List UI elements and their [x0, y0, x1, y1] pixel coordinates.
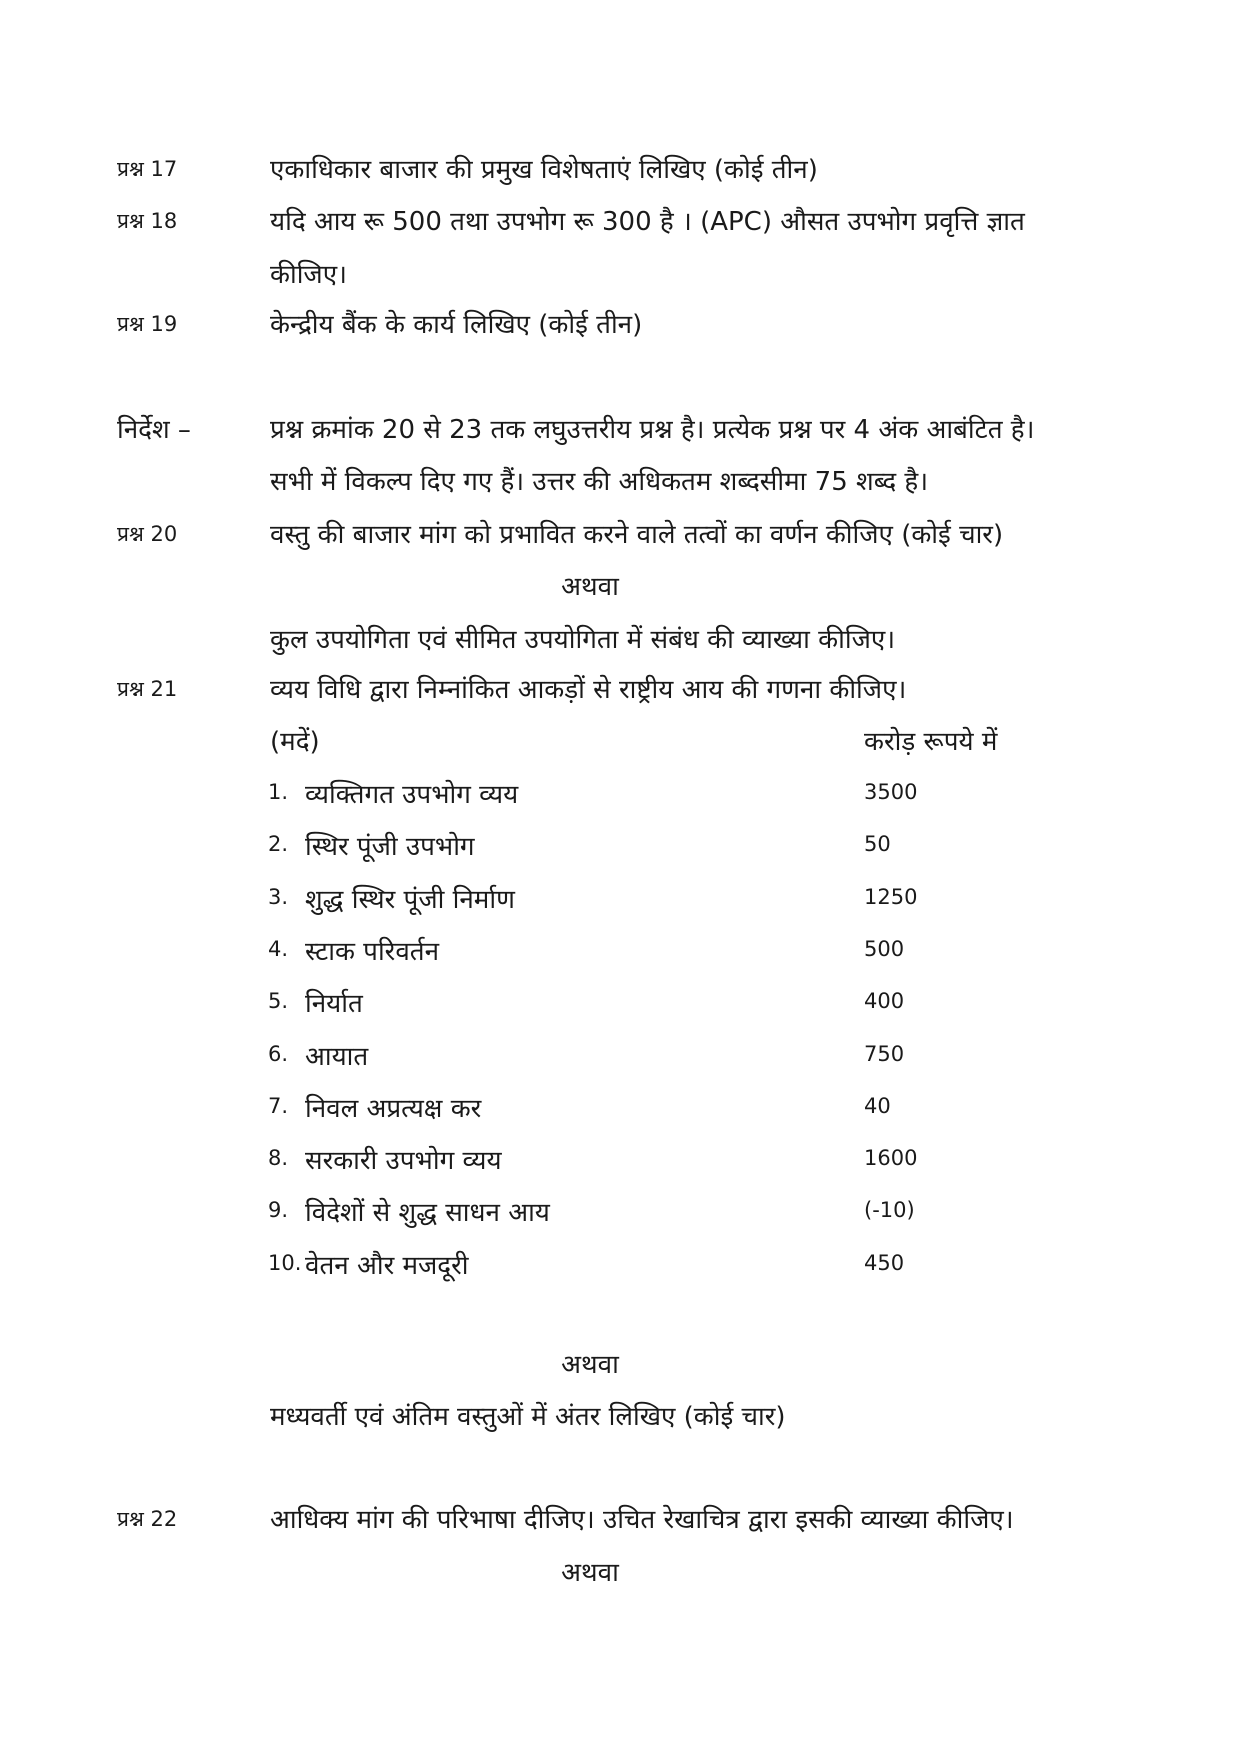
q21-col-amount: करोड़ रूपये में [864, 727, 998, 757]
q21-row-item: निवल अप्रत्यक्ष कर [305, 1094, 482, 1124]
q21-row-item: सरकारी उपभोग व्यय [305, 1146, 502, 1176]
q21-row-item: निर्यात [305, 989, 363, 1019]
q20-or: अथवा [561, 572, 619, 602]
q21-row-number: 4. [268, 937, 289, 961]
q21-row-number: 6. [268, 1042, 289, 1066]
q21-alt: मध्यवर्ती एवं अंतिम वस्तुओं में अंतर लिखिए (कोई चार) [270, 1402, 786, 1432]
q21-row-item: स्थिर पूंजी उपभोग [305, 832, 475, 862]
q21-row-item: व्यक्तिगत उपभोग व्यय [305, 780, 519, 810]
q21-row-value: 400 [864, 989, 905, 1013]
q18-text-line1: यदि आय रू 500 तथा उपभोग रू 300 है । (APC) औसत उपभोग प्रवृत्ति ज्ञात [270, 207, 1025, 237]
q21-or: अथवा [561, 1350, 619, 1380]
q21-row-number: 5. [268, 989, 289, 1013]
q21-row-number: 7. [268, 1094, 289, 1118]
q21-row-value: (-10) [864, 1198, 915, 1222]
q17-label: प्रश्न 17 [117, 157, 178, 181]
q21-row-number: 1. [268, 780, 289, 804]
q21-row-item: आयात [305, 1042, 369, 1072]
q22-or: अथवा [561, 1558, 619, 1588]
q22-label: प्रश्न 22 [117, 1507, 178, 1531]
q21-col-items: (मदें) [270, 727, 320, 757]
q21-row-value: 3500 [864, 780, 918, 804]
q21-text: व्यय विधि द्वारा निम्नांकित आकड़ों से राष्ट्रीय आय की गणना कीजिए। [270, 675, 907, 705]
q21-row-number: 3. [268, 885, 289, 909]
q17-text: एकाधिकार बाजार की प्रमुख विशेषताएं लिखिए (कोई तीन) [270, 155, 818, 185]
q21-row-number: 2. [268, 832, 289, 856]
q19-text: केन्द्रीय बैंक के कार्य लिखिए (कोई तीन) [270, 310, 643, 340]
q21-row-value: 750 [864, 1042, 905, 1066]
q21-row-number: 8. [268, 1146, 289, 1170]
q18-label: प्रश्न 18 [117, 209, 178, 233]
q21-label: प्रश्न 21 [117, 677, 178, 701]
q19-label: प्रश्न 19 [117, 312, 178, 336]
q21-row-item: शुद्ध स्थिर पूंजी निर्माण [305, 885, 515, 915]
q21-row-value: 40 [864, 1094, 891, 1118]
instruction-label: निर्देश – [117, 415, 191, 445]
q21-row-item: विदेशों से शुद्ध साधन आय [305, 1198, 550, 1228]
q21-row-number: 10. [268, 1251, 302, 1275]
q21-row-value: 1250 [864, 885, 918, 909]
instruction-line1: प्रश्न क्रमांक 20 से 23 तक लघुउत्तरीय प्रश्न है। प्रत्येक प्रश्न पर 4 अंक आबंटित है। [270, 415, 1035, 445]
q21-row-value: 50 [864, 832, 891, 856]
q21-row-item: वेतन और मजदूरी [305, 1251, 469, 1281]
q20-text: वस्तु की बाजार मांग को प्रभावित करने वाले तत्वों का वर्णन कीजिए (कोई चार) [270, 520, 1004, 550]
q20-label: प्रश्न 20 [117, 522, 178, 546]
q21-row-number: 9. [268, 1198, 289, 1222]
q22-text: आधिक्य मांग की परिभाषा दीजिए। उचित रेखाचित्र द्वारा इसकी व्याख्या कीजिए। [270, 1505, 1014, 1535]
q20-alt: कुल उपयोगिता एवं सीमित उपयोगिता में संबंध की व्याख्या कीजिए। [270, 625, 896, 655]
q21-row-value: 1600 [864, 1146, 918, 1170]
instruction-line2: सभी में विकल्प दिए गए हैं। उत्तर की अधिकतम शब्दसीमा 75 शब्द है। [270, 467, 929, 497]
q21-row-item: स्टाक परिवर्तन [305, 937, 440, 967]
q18-text-line2: कीजिए। [270, 260, 347, 290]
q21-row-value: 450 [864, 1251, 905, 1275]
q21-row-value: 500 [864, 937, 905, 961]
